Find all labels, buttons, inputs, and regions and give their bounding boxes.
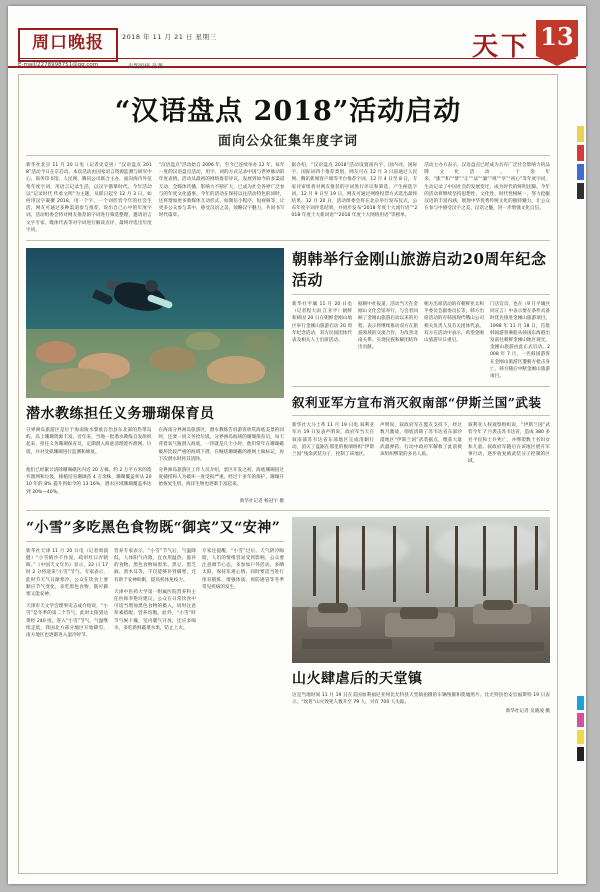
page-number-badge — [536, 20, 578, 66]
syria-col-1: 新华社大马士革 11 月 19 日电 叙利亚军方 19 日发表声明说，政府军当天在叙南部苏韦达省东部地区完成清剿行动，消灭了盘踞在那里的极端组织“伊斯兰国”残余武装分子，控制了该地区。 — [292, 423, 374, 458]
editor-credit: 出版编辑 孙渊 — [128, 64, 163, 70]
kumgang-columns — [292, 301, 550, 380]
kumgang-col-3: 朝方出席活动的有朝鲜亚太和平委员会副委员长等，韩方出席活动的有韩国现代峨山公司相关负责人及有关团体代表。双方在活动中表示，希望金刚山旅游早日重启。 — [424, 302, 484, 344]
lead-headline: “汉语盘点 2018”活动启动 — [114, 96, 462, 127]
diving-col-4: 分界洲岛旅游区工作人员介绍，景区开发之初，海底珊瑚因过度捕捞和人为破坏一度受损严重。经过十多年的保护，珊瑚开始恢复生机，海洋生物也逐渐丰富起来。 — [158, 468, 284, 488]
newspaper-logo: 周口晚报 — [18, 28, 118, 62]
publish-date: 2018 年 11 月 21 日 星期三 — [122, 33, 217, 41]
wildfire-caption-title: 山火肆虐后的天堂镇 — [292, 670, 423, 687]
kumgang-headline: 朝韩举行金刚山旅游启动20周年纪念活动 — [292, 250, 547, 290]
registration-marks-bottom — [577, 696, 584, 764]
diving-credit: 新华社记者 杨冠宇 摄 — [239, 498, 284, 504]
lead-col-2: “汉语盘点”活动始自 2006 年，至今已连续举办 12 年。每年一度的汉语盘点活动，用字、词的方式记录中国与世界脉动的年度表情。活动从最初的网络推荐评议，发展到如今的多渠道互动、全媒体传播，影响力不断扩大，已成为社会各界广泛参与的年度文化盛事。今年的活动在保持以往活动特色的同时，还将增加更多新媒体互动形式，如微信小程序、短视频等，让更多公众参与其中，感受汉语之美，领略汉字魅力，共同书写时代篇章。 — [158, 163, 285, 219]
kumgang-col-1: 新华社平壤 11 月 20 日电（记者程大雨 江亚平）朝鲜和韩国 20 日在朝鲜金刚山地区举行金刚山旅游启动 20 周年纪念活动，双方民间团体代表及相关人士出席活动。 — [292, 302, 352, 344]
rule — [26, 155, 550, 156]
wildfire-body: 这是当地时间 11 月 19 日在美国加利福尼亚州比尤特县天堂镇拍摄的车辆残骸和废墟照片。比尤特县治安官福斯特 19 日表示，“坎普”山火致死人数升至 79 人，另有 700 人失踪。 — [292, 692, 550, 706]
lead-columns — [26, 162, 550, 234]
page-number: 13 — [540, 22, 574, 51]
snow-col-2b: 天津中医药大学第一附属医院营养科主任医师李艳玲建议，公众在日常饮食中可适当增加黑色食物的摄入，同时注意荤素搭配、营养均衡。此外，“小雪”时节气候干燥，室内暖气开放，还应多喝水，多吃新鲜蔬菜水果，防止上火。 — [114, 589, 196, 631]
registration-marks-top — [577, 126, 584, 202]
diving-col-3: 他们已经累计清除珊瑚礁区内近 20 万株、约 2 万平方米的废弃渔网和垃圾，移植培育珊瑚苗 4 万余株，珊瑚覆盖率从 2010 年的 8% 提升到如今的 13.16%，潜水区域珊瑚覆盖率达到 30%—40%。 — [26, 468, 152, 495]
rule — [292, 415, 550, 416]
snow-columns — [26, 548, 284, 639]
diving-col-2: 在海南分界洲岛旅游区，潜水教练告诉游客欣赏海底美景的同时，还要一同义务捡垃圾。分界洲岛海域的珊瑚保育员，每天背着氧气瓶潜入海底，一待就是几个小时，他们常年在珊瑚礁破坏比较严重的海域下潜，在缠绕珊瑚礁的渔网上做标记，再下次潜水时将其清除。 — [158, 428, 284, 462]
lead-col-1: 新华社北京 11 月 20 日电（记者史竞男）“汉语盘点 2018”活动今日在京启动。本次活动由国家语言资源监测与研究中心、商务印书馆、人民网、腾讯公司联合主办，面向海内外征集年度字词，用语言记录生活，以汉字描摹时代。今年活动以“记录时代 传承文明”为主题，从即日起至 12 月 3 日，如何用汉字凝聚 2018，用一个字、一个词形容今年的社会生活，网友可通过多种渠道参与推荐，说出自己心中的年度字词。活动组委会将对网友推荐的字词进行筛选整理，邀请语言文字专家、媒体代表等对字词进行解读点评，最终评选出年度字词。 — [26, 163, 152, 233]
rule — [26, 240, 550, 241]
rule — [26, 510, 550, 511]
wildfire-photo — [292, 517, 550, 663]
rule — [292, 386, 550, 387]
diving-caption-title: 潜水教练担任义务珊瑚保育员 — [26, 406, 215, 423]
snow-col-1: 新华社天津 11 月 20 日电（记者周润健）“小雪晴沙不作泥，疏帘红日弄朝晖。”《中国天文年历》显示，22 日 17 时 2 分将迎来“小雪”节气。专家表示，此时节天气日渐寒冷，公众在饮食上要顺应节气变化，多吃黑色食物，既可御寒又能安神。 — [26, 548, 108, 598]
bottom-section — [26, 517, 550, 714]
snow-article — [26, 517, 284, 714]
snow-caption-title: “小雪”多吃黑色食物既“御宾”又“安神” — [26, 519, 281, 536]
snow-col-2: 营养专家表示，“小雪”节气后，气温降低，人体阳气内敛，宜食用温热、滋补的食物。黑色食物如黑米、黑豆、黑芝麻、黑木耳等，不仅能够补肾御寒，还有助于安神助眠，提高机体免疫力。 — [114, 548, 196, 583]
diving-col-1: 分界洲岛旅游区是位于海南陵水黎族自治县东北部的热带岛屿，岛上珊瑚资源丰富。近年来，当地一批潜水教练自发组织起来，担任义务珊瑚保育员，定期潜入海底清理废弃渔网、垃圾，并对受损珊瑚进行监测和修复。 — [26, 428, 152, 455]
masthead — [8, 6, 586, 68]
lead-subhead: 面向公众征集年度字词 — [217, 134, 358, 149]
diving-columns-top — [26, 427, 284, 463]
lead-col-3: 据介绍，“汉语盘点 2018”活动设置国内字、国内词、国际字、国际词四个推荐类别，网友可在 12 月 3 日前通过人民网、腾讯新闻客户端等平台推荐字词。12 月 4 日至 8 日，专家评审组将对网友推荐的字词进行评议和筛选，产生候选字词。12 月 9 日至 19 日，网友可通过网络投票方式选出最终结果。12 月 20 日，活动组委会将在北京举行发布仪式，公布年度字词评选结果，并同步发布“2018 年度十大流行语”“2018 年度十大新词语”“2018 年度十大网络用语”等榜单。 — [291, 163, 418, 219]
syria-col-3: 叙利亚人权观察组织说，“伊斯兰国”武装今年 7 月袭击苏韦达省，造成 380 多名平民和士兵死亡，并绑架数十名妇女和儿童。叙政府军随后在该地区展开军事行动，逐步收复被武装分子控制的区域。 — [468, 423, 550, 465]
page-content — [18, 74, 558, 874]
kumgang-col-4: 门店官员，也在（9 月平壤共同宣言）中表示要在条件具备时优先推进金刚山旅游项目。1998 年 11 月 18 日，首批韩国游客乘船从韩国东海港出发前往朝鲜金刚山地区观光，金刚山旅游由此正式启动。2008 年 7 月，一名韩国游客在金刚山旅游区遭朝方枪击身亡，韩方随后中断金刚山旅游项目。 — [490, 302, 550, 380]
snow-col-3: 专家还提醒，“小雪”过后，天气阴冷晦暗，人们的情绪容易受到影响，公众要注意调节心态，多参加户外活动，多晒太阳，保持乐观心情。同时要适当进行体育锻炼，增强体质，预防感冒等冬季常见疾病的发生。 — [202, 548, 284, 590]
wildfire-credit: 新华社记者 吴晓凌 摄 — [505, 709, 550, 715]
wildfire-article — [292, 517, 550, 714]
syria-col-2: 声明说，叙政府军在盟友支持下，经过数月激战，彻底清除了苏韦达省东部沙漠地区“伊斯兰国”武装据点，缴获大量武器弹药。行动中政府军解救了此前被该组织绑架的多名人质。 — [380, 423, 462, 458]
rule — [26, 541, 284, 542]
kumgang-col-2: 据朝中社报道，活动当天在金刚山文化会馆举行，与会者回顾了金刚山旅游启动以来的历程，表示将继续推动双方在旅游领域的交流合作，为改善北南关系、实现民族和解团结作出贡献。 — [358, 302, 418, 351]
right-column-articles — [292, 248, 550, 504]
middle-section — [26, 248, 550, 504]
lead-col-4: 活动主办方表示，汉语盘点已经成为具有广泛社会影响力的品牌文化活动。十余年来，“涨”“和”“梦”“正”“法”“廉”“规”“享”“初心”等年度字词，生动记录了中国社会的发展变迁，成为时代的鲜明注脚。今年的活动将继续坚持思想性、文化性、时代性相统一，努力挖掘汉语的丰富内涵，展现中华优秀传统文化的独特魅力，让公众在参与中感受汉字之美、汉语之魅，进一步增强文化自信。 — [424, 163, 550, 212]
diver-head — [145, 280, 158, 292]
section-title: 天下 — [471, 32, 530, 62]
syria-columns — [292, 422, 550, 465]
contact-email: E-mail/2278998751@qq.com — [18, 62, 99, 68]
diving-columns-bottom — [26, 467, 284, 496]
rule — [292, 294, 550, 295]
snow-col-1b: 天津市天文学会理事史志成介绍说，“小雪”是冬季的第二个节气，此时太阳到达黄经 240 度。进入“小雪”节气，气温继续走低，我国北方部分地区开始降雪，南方地区也逐渐进入湿冷时节。 — [26, 604, 108, 639]
diving-article — [26, 248, 284, 504]
newspaper-page — [8, 6, 586, 884]
syria-headline: 叙利亚军方宣布消灭叙南部“伊斯兰国”武装 — [292, 395, 542, 411]
diving-photo — [26, 248, 284, 398]
